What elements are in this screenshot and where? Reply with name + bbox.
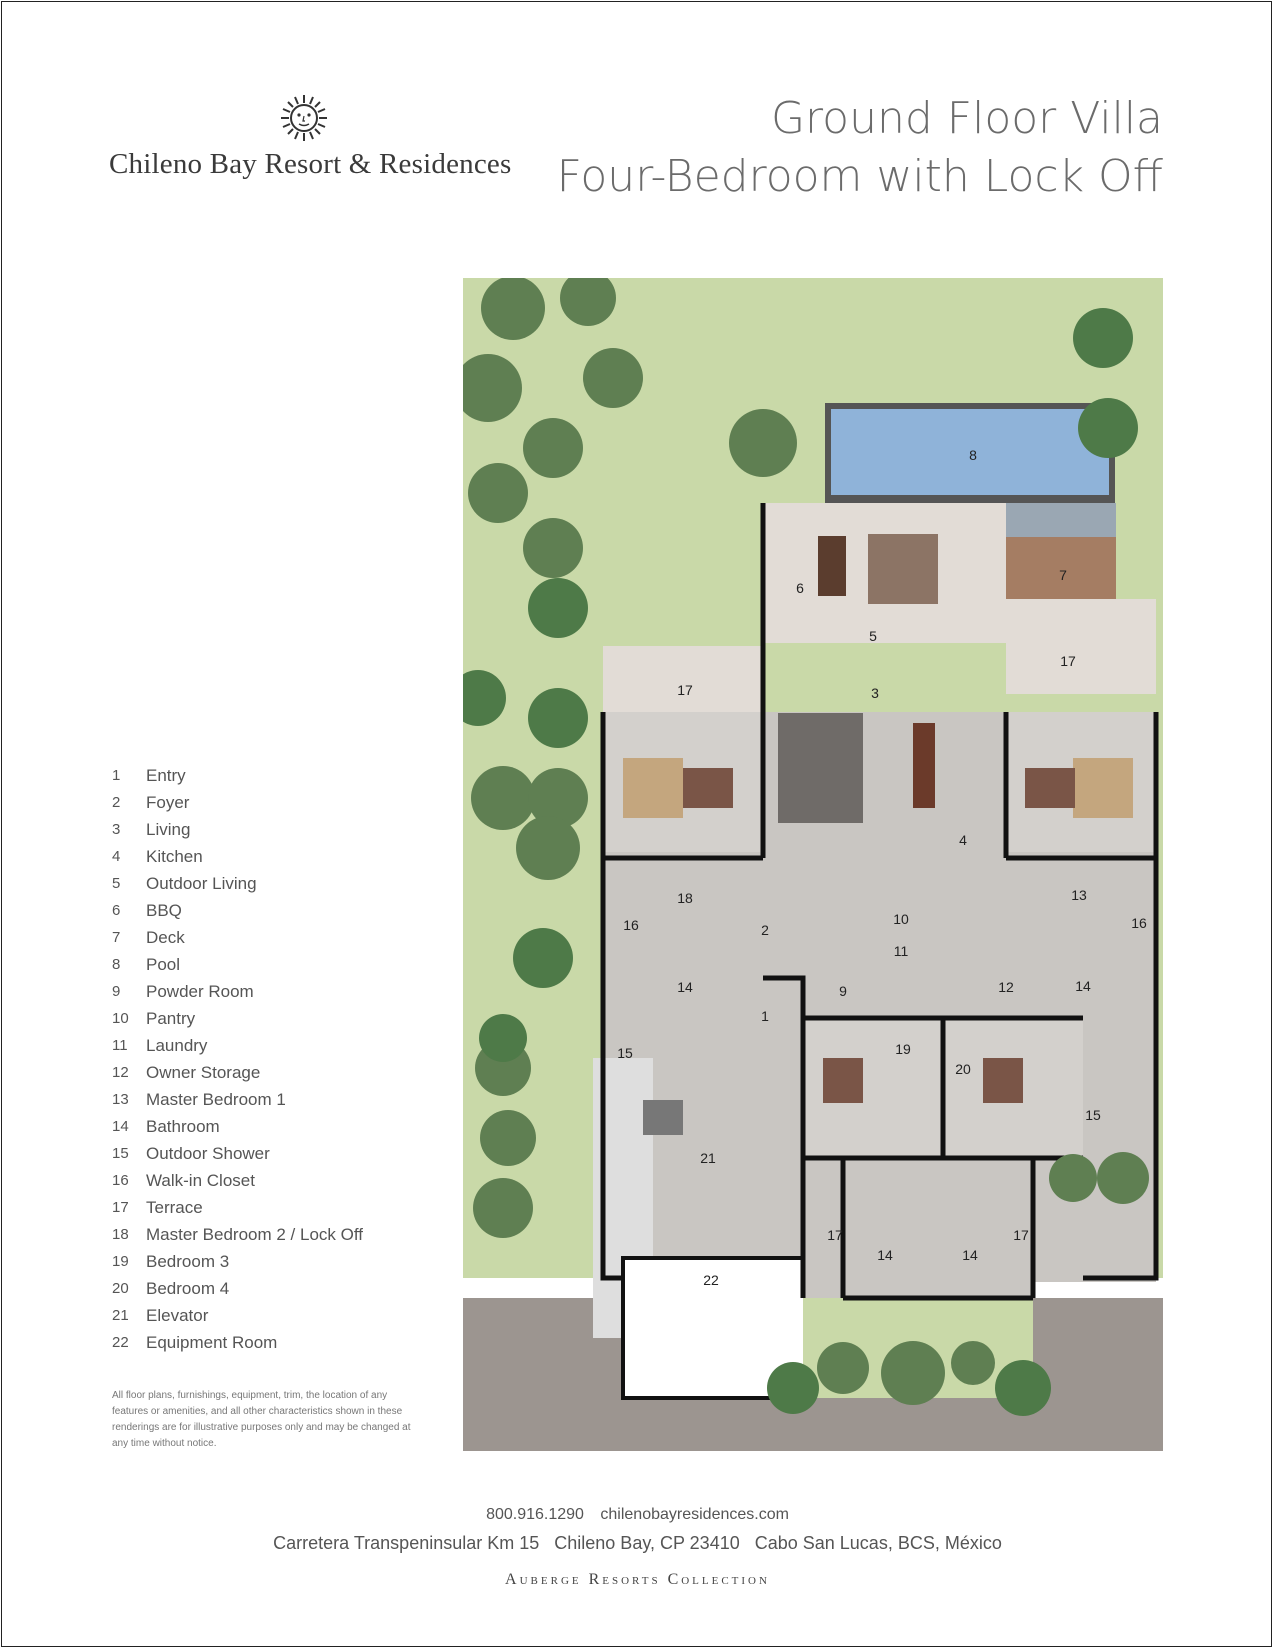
legend-number: 6 xyxy=(112,902,121,919)
legend-item xyxy=(112,1302,412,1329)
legend-item xyxy=(112,1329,412,1356)
floor-plan-drawing xyxy=(463,278,1163,1451)
room-label-8: 8 xyxy=(969,447,977,463)
room-label-3: 3 xyxy=(871,685,879,701)
bed-mb2 xyxy=(683,768,733,808)
legend-item xyxy=(112,789,412,816)
legend-number: 2 xyxy=(112,794,121,811)
legend-number: 16 xyxy=(112,1172,129,1189)
legend-label: Deck xyxy=(146,927,185,947)
website-link[interactable]: chilenobayresidences.com xyxy=(600,1506,789,1523)
legend-item xyxy=(112,1059,412,1086)
legend-label: Elevator xyxy=(146,1305,209,1325)
legend-item xyxy=(112,951,412,978)
phone-number: 800.916.1290 xyxy=(486,1506,584,1523)
room-label-17-c: 17 xyxy=(827,1227,843,1243)
legend-item xyxy=(112,1113,412,1140)
room-label-10: 10 xyxy=(893,911,909,927)
room-label-7: 7 xyxy=(1059,567,1067,583)
legend-item xyxy=(112,1086,412,1113)
legend-item xyxy=(112,978,412,1005)
room-label-4: 4 xyxy=(959,832,967,848)
legend-label: Bedroom 3 xyxy=(146,1251,230,1271)
address: Carretera Transpeninsular Km 15 Chileno Bay, CP 23410 Cabo San Lucas, BCS, México xyxy=(273,1533,1002,1553)
legend-number: 11 xyxy=(112,1037,128,1054)
room-label-17-a: 17 xyxy=(677,682,693,698)
legend-label: Equipment Room xyxy=(146,1332,278,1352)
room-label-16-a: 16 xyxy=(623,917,639,933)
sun-logo-icon xyxy=(280,94,328,142)
room-label-14-c: 14 xyxy=(877,1247,893,1263)
legend-item xyxy=(112,897,412,924)
legend-label: Master Bedroom 2 / Lock Off xyxy=(146,1224,363,1244)
disclaimer: All floor plans, furnishings, equipment, trim, the location of any features or amenities, and all other characteristics shown in these renderings are for illustrative purposes only and may be changed at any time without notice. xyxy=(112,1390,411,1449)
title-line-1: Ground Floor Villa xyxy=(770,93,1163,144)
legend-number: 17 xyxy=(112,1199,129,1216)
legend-label: Living xyxy=(146,819,191,839)
room-legend xyxy=(112,762,412,1356)
legend-label: Master Bedroom 1 xyxy=(146,1089,286,1109)
room-label-15-b: 15 xyxy=(1085,1107,1101,1123)
legend-number: 13 xyxy=(112,1091,129,1108)
legend-item xyxy=(112,870,412,897)
rug-mb1 xyxy=(1073,758,1133,818)
legend-item xyxy=(112,1275,412,1302)
legend-number: 5 xyxy=(112,875,121,892)
legend-number: 21 xyxy=(112,1307,129,1324)
legend-number: 8 xyxy=(112,956,121,973)
legend-label: Bathroom xyxy=(146,1116,220,1136)
legend-item xyxy=(112,1167,412,1194)
legend-label: Entry xyxy=(146,765,186,785)
room-label-18: 18 xyxy=(677,890,693,906)
legend-label: Kitchen xyxy=(146,846,203,866)
dining-table xyxy=(913,723,935,808)
room-label-9: 9 xyxy=(839,983,847,999)
title-line-2: Four-Bedroom with Lock Off xyxy=(556,151,1163,202)
legend-number: 19 xyxy=(112,1253,129,1270)
room-label-15-a: 15 xyxy=(617,1045,633,1061)
legend-item xyxy=(112,816,412,843)
legend-number: 1 xyxy=(112,767,121,784)
legend-number: 18 xyxy=(112,1226,129,1243)
brand-name: Chileno Bay Resort & Residences xyxy=(109,148,512,180)
room-label-14-b: 14 xyxy=(1075,978,1091,994)
legend-item xyxy=(112,1005,412,1032)
room-label-12: 12 xyxy=(998,979,1014,995)
legend-label: Walk-in Closet xyxy=(146,1170,255,1190)
room-label-5: 5 xyxy=(869,628,877,644)
legend-label: Laundry xyxy=(146,1035,208,1055)
legend-item xyxy=(112,762,412,789)
legend-item xyxy=(112,1194,412,1221)
room-label-2: 2 xyxy=(761,922,769,938)
pool-steps xyxy=(1006,503,1116,537)
room-label-20: 20 xyxy=(955,1061,971,1077)
room-label-1: 1 xyxy=(761,1008,769,1024)
floor-plan xyxy=(463,278,1163,1451)
brand-logo xyxy=(109,94,512,181)
legend-label: Powder Room xyxy=(146,981,254,1001)
rug-mb2 xyxy=(623,758,683,818)
room-label-16-b: 16 xyxy=(1131,915,1147,931)
elevator xyxy=(643,1100,683,1135)
dining-table-outdoor xyxy=(818,536,846,596)
page-title xyxy=(557,90,1163,206)
room-label-19: 19 xyxy=(895,1041,911,1057)
legend-label: BBQ xyxy=(146,900,182,920)
room-label-17-d: 17 xyxy=(1013,1227,1029,1243)
legend-number: 10 xyxy=(112,1010,129,1027)
legend-number: 12 xyxy=(112,1064,129,1081)
legend-label: Pantry xyxy=(146,1008,196,1028)
outdoor-rug xyxy=(868,534,938,604)
legend-number: 22 xyxy=(112,1334,129,1351)
legend-number: 9 xyxy=(112,983,121,1000)
legend-number: 15 xyxy=(112,1145,129,1162)
legend-number: 3 xyxy=(112,821,121,838)
legend-item xyxy=(112,1248,412,1275)
legend-label: Foyer xyxy=(146,792,190,812)
contact-line xyxy=(0,1506,1275,1524)
collection-name: Auberge Resorts Collection xyxy=(505,1571,770,1588)
room-label-21: 21 xyxy=(700,1150,716,1166)
bed-4 xyxy=(983,1058,1023,1103)
room-label-14-d: 14 xyxy=(962,1247,978,1263)
legend-label: Outdoor Shower xyxy=(146,1143,270,1163)
legend-number: 14 xyxy=(112,1118,129,1135)
room-label-13: 13 xyxy=(1071,887,1087,903)
legend-item xyxy=(112,1140,412,1167)
legend-number: 4 xyxy=(112,848,121,865)
legend-label: Pool xyxy=(146,954,181,974)
legend-item xyxy=(112,1221,412,1248)
legend-label: Bedroom 4 xyxy=(146,1278,230,1298)
living-rug xyxy=(778,713,863,823)
legend-number: 20 xyxy=(112,1280,129,1297)
legend-label: Owner Storage xyxy=(146,1062,261,1082)
bed-3 xyxy=(823,1058,863,1103)
room-label-22: 22 xyxy=(703,1272,719,1288)
room-label-11: 11 xyxy=(893,943,909,959)
room-label-6: 6 xyxy=(796,580,804,596)
legend-item xyxy=(112,924,412,951)
terrace-west xyxy=(603,646,763,712)
bed-mb1 xyxy=(1025,768,1075,808)
room-label-14-a: 14 xyxy=(677,979,693,995)
legend-label: Terrace xyxy=(146,1197,203,1217)
terrace-east xyxy=(1006,599,1156,694)
legend-item xyxy=(112,843,412,870)
legend-number: 7 xyxy=(112,929,121,946)
legend-label: Outdoor Living xyxy=(146,873,257,893)
legend-item xyxy=(112,1032,412,1059)
room-label-17-b: 17 xyxy=(1060,653,1076,669)
